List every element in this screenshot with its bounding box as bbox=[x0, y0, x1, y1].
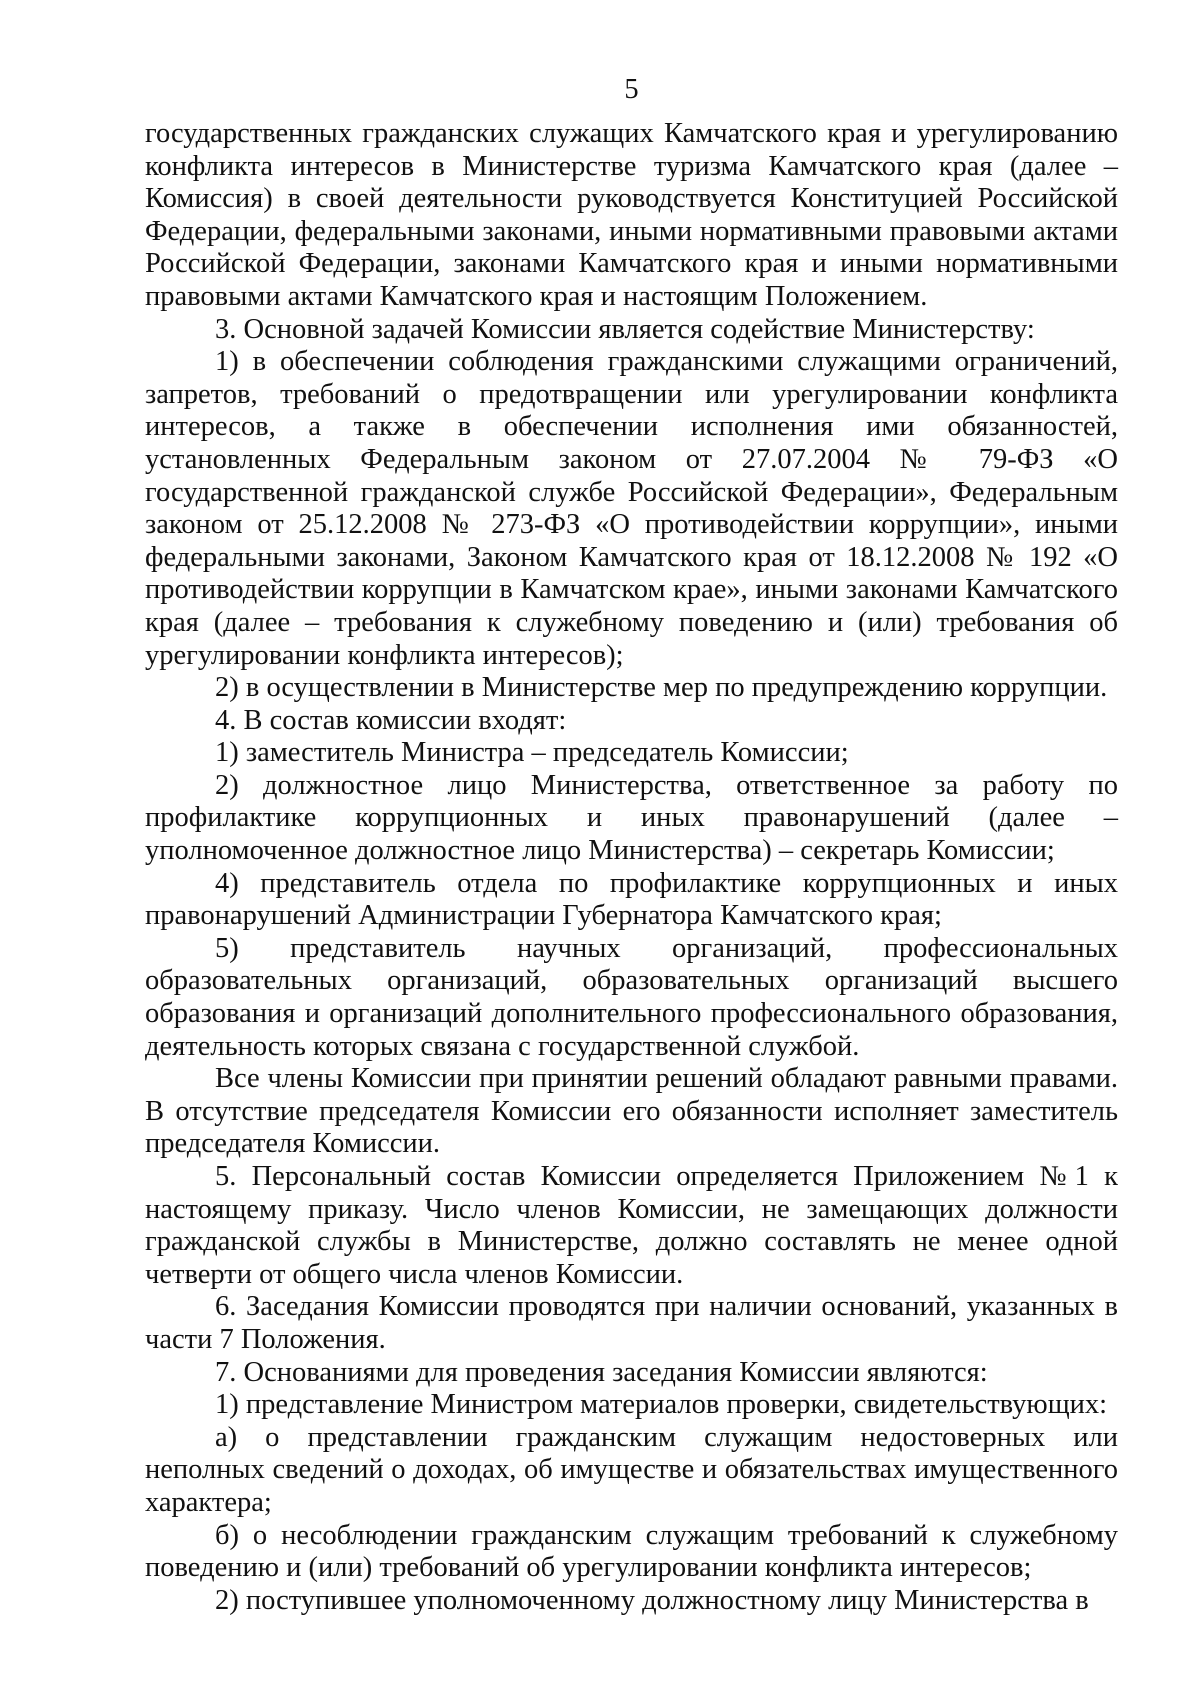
paragraph-continuation: государственных гражданских служащих Камчатского края и урегулированию конфликта интересов в Министерстве туризма Камчатского края (далее – Комиссия) в своей деятельности руководствуется Конституцией Российской Федерации, федеральными законами, иными нормативными правовыми актами Российской Федерации, законами Камчатского края и иными нормативными правовыми актами Камчатского края и настоящим Положением. bbox=[145, 118, 1118, 312]
paragraph-4: 4. В состав комиссии входят: bbox=[215, 704, 567, 736]
paragraph-7: 7. Основаниями для проведения заседания Комиссии являются: bbox=[215, 1356, 988, 1388]
paragraph-6: 6. Заседания Комиссии проводятся при наличии оснований, указанных в части 7 Положения. bbox=[145, 1291, 1118, 1355]
paragraph-3: 3. Основной задачей Комиссии является содействие Министерству: bbox=[215, 313, 1035, 345]
paragraph-7-item-1-a: а) о представлении гражданским служащим недостоверных или неполных сведений о доходах, об имуществе и обязательствах имущественного характера; bbox=[145, 1421, 1118, 1518]
paragraph-7-item-2: 2) поступившее уполномоченному должностному лицу Министерства в bbox=[215, 1584, 1089, 1616]
paragraph-4-item-1: 1) заместитель Министра – председатель Комиссии; bbox=[215, 737, 849, 769]
page-number: 5 bbox=[624, 74, 639, 105]
paragraph-3-item-2: 2) в осуществлении в Министерстве мер по предупреждению коррупции. bbox=[215, 672, 1108, 704]
document-body bbox=[145, 118, 1118, 1617]
paragraph-5: 5. Персональный состав Комиссии определяется Приложением №1 к настоящему приказу. Число членов Комиссии, не замещающих должности гражданской службы в Министерстве, должно составлять не менее одной четверти от общего числа членов Комиссии. bbox=[145, 1161, 1118, 1290]
paragraph-7-item-1-b: б) о несоблюдении гражданским служащим требований к служебному поведению и (или) требований об урегулировании конфликта интересов; bbox=[145, 1519, 1118, 1584]
paragraph-members-rights: Все члены Комиссии при принятии решений обладают равными правами. В отсутствие председателя Комиссии его обязанности исполняет заместитель председателя Комиссии. bbox=[145, 1063, 1118, 1160]
paragraph-3-item-1: 1) в обеспечении соблюдения гражданскими служащими ограничений, запретов, требований о предотвращении или урегулировании конфликта интересов, а также в обеспечении исполнения ими обязанностей, установленных Федеральным законом от 27.07.2004 № 79-ФЗ «О государственной гражданской службе Российской Федерации», Федеральным законом от 25.12.2008 № 273-ФЗ «О противодействии коррупции», иными федеральными законами, Законом Камчатского края от 18.12.2008 № 192 «О противодействии коррупции в Камчатском крае», иными законами Камчатского края (далее – требования к служебному поведению и (или) требования об урегулировании конфликта интересов); bbox=[145, 346, 1118, 671]
paragraph-4-item-2: 2) должностное лицо Министерства, ответственное за работу по профилактике коррупционных и иных правонарушений (далее – уполномоченное должностное лицо Министерства) – секретарь Комиссии; bbox=[145, 769, 1118, 867]
paragraph-7-item-1: 1) представление Министром материалов проверки, свидетельствующих: bbox=[215, 1389, 1108, 1421]
paragraph-4-item-5: 5) представитель научных организаций, профессиональных образовательных организаций, образовательных организаций высшего образования и организаций дополнительного профессионального образования, деятельность которых связана с государственной службой. bbox=[145, 932, 1118, 1062]
paragraph-4-item-4: 4) представитель отдела по профилактике коррупционных и иных правонарушений Администрации Губернатора Камчатского края; bbox=[145, 867, 1118, 932]
